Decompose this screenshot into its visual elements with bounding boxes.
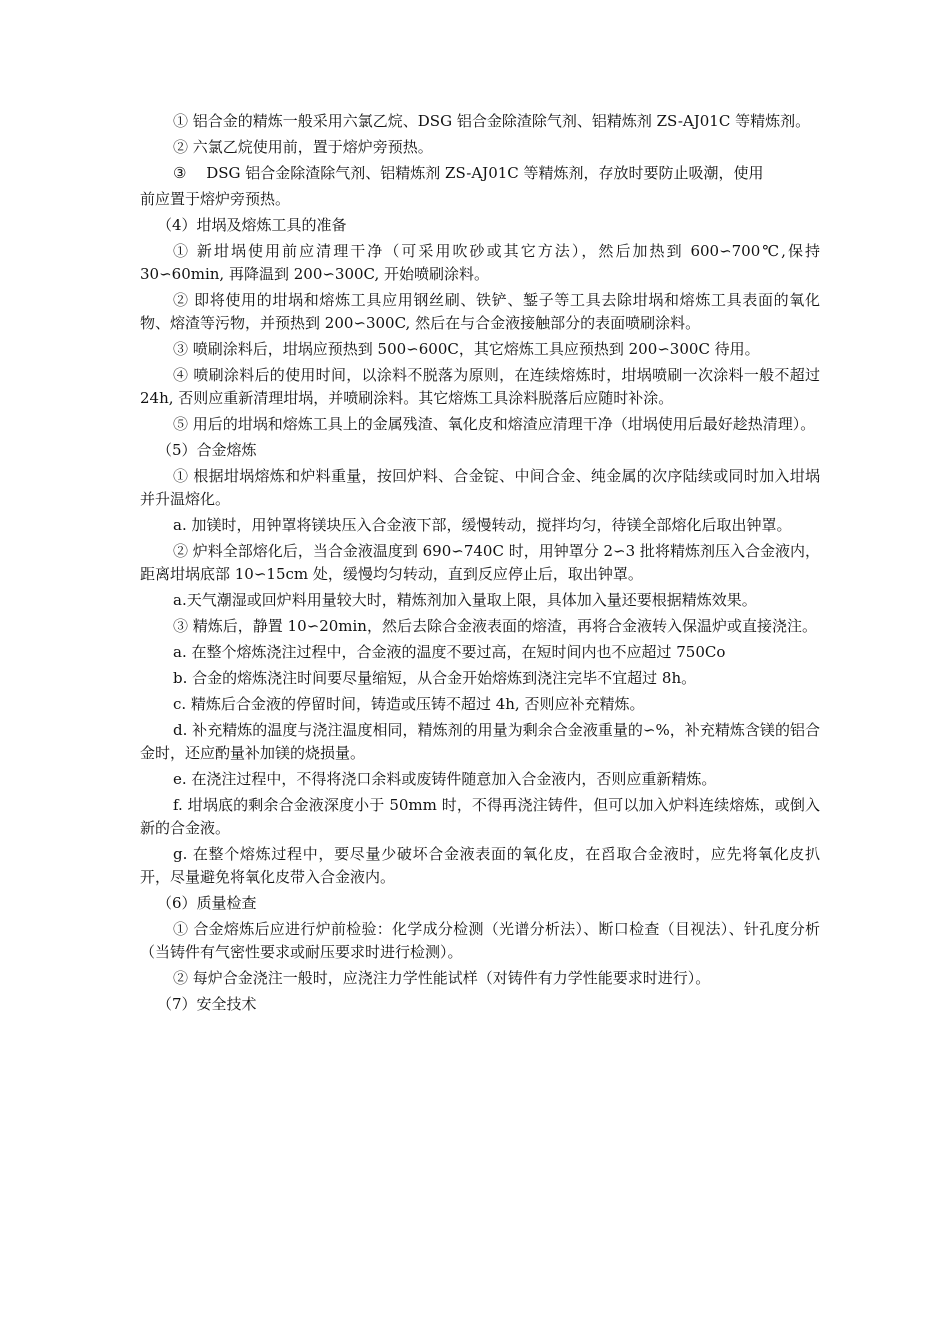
document-page bbox=[140, 110, 820, 1019]
section-6 bbox=[140, 892, 820, 990]
list-item: ② 即将使用的坩埚和熔炼工具应用钢丝刷、铁铲、錾子等工具去除坩埚和熔炼工具表面的氧化物、熔渣等污物，并预热到 200∽300C, 然后在与合金液接触部分的表面喷刷涂料。 bbox=[140, 291, 820, 332]
list-item: f. 坩埚底的剩余合金液深度小于 50mm 时，不得再浇注铸件，但可以加入炉料连续熔炼，或倒入新的合金液。 bbox=[140, 796, 820, 837]
list-item: ④ 喷刷涂料后的使用时间，以涂料不脱落为原则，在连续熔炼时，坩埚喷刷一次涂料一般不超过 24h, 否则应重新清理坩埚，并喷刷涂料。其它熔炼工具涂料脱落后应随时补涂。 bbox=[140, 366, 820, 407]
list-item: a. 在整个熔炼浇注过程中，合金液的温度不要过高，在短时间内也不应超过 750Co bbox=[173, 643, 726, 661]
section-7 bbox=[140, 993, 820, 1016]
list-item: ① 新坩埚使用前应清理干净（可采用吹砂或其它方法），然后加热到 600∽700℃,保持 30∽60min, 再降温到 200∽300C, 开始喷刷涂料。 bbox=[140, 242, 820, 283]
list-item: d. 补充精炼的温度与浇注温度相同，精炼剂的用量为剩余合金液重量的∽%，补充精炼含镁的铝合金时，还应酌量补加镁的烧损量。 bbox=[140, 721, 820, 762]
paragraph: ② 六氯乙烷使用前，置于熔炉旁预热。 bbox=[173, 138, 433, 156]
list-item: ③ 喷刷涂料后，坩埚应预热到 500∽600C，其它熔炼工具应预热到 200∽300C 待用。 bbox=[173, 340, 760, 358]
section-4 bbox=[140, 214, 820, 436]
intro-section bbox=[140, 110, 820, 211]
list-item: ① 根据坩埚熔炼和炉料重量，按回炉料、合金锭、中间合金、纯金属的次序陆续或同时加入坩埚并升温熔化。 bbox=[140, 467, 820, 508]
paragraph: ① 铝合金的精炼一般采用六氯乙烷、DSG 铝合金除渣除气剂、铝精炼剂 ZS-AJ01C 等精炼剂。 bbox=[173, 112, 811, 130]
section-heading: （7）安全技术 bbox=[157, 995, 257, 1013]
paragraph: ③ DSG 铝合金除渣除气剂、铝精炼剂 ZS-AJ01C 等精炼剂，存放时要防止吸潮，使用 bbox=[173, 164, 764, 182]
section-5 bbox=[140, 439, 820, 889]
list-item: c. 精炼后合金液的停留时间，铸造或压铸不超过 4h, 否则应补充精炼。 bbox=[173, 695, 645, 713]
list-item: ① 合金熔炼后应进行炉前检验：化学成分检测（光谱分析法）、断口检查（目视法）、针孔度分析（当铸件有气密性要求或耐压要求时进行检测）。 bbox=[140, 920, 820, 961]
list-item: e. 在浇注过程中，不得将浇口余料或废铸件随意加入合金液内，否则应重新精炼。 bbox=[173, 770, 717, 788]
section-heading: （4）坩埚及熔炼工具的准备 bbox=[157, 216, 347, 234]
section-heading: （5）合金熔炼 bbox=[157, 441, 257, 459]
list-item: ② 每炉合金浇注一般时，应浇注力学性能试样（对铸件有力学性能要求时进行）。 bbox=[173, 969, 711, 987]
list-item: a. 加镁时，用钟罩将镁块压入合金液下部，缓慢转动，搅拌均匀，待镁全部熔化后取出钟罩。 bbox=[173, 516, 792, 534]
list-item: ⑤ 用后的坩埚和熔炼工具上的金属残渣、氧化皮和熔渣应清理干净（坩埚使用后最好趁热清理）。 bbox=[173, 415, 816, 433]
list-item: g. 在整个熔炼过程中，要尽量少破坏合金液表面的氧化皮，在舀取合金液时，应先将氧化皮扒开，尽量避免将氧化皮带入合金液内。 bbox=[140, 845, 820, 886]
list-item: a.天气潮湿或回炉料用量较大时，精炼剂加入量取上限，具体加入量还要根据精炼效果。 bbox=[173, 591, 757, 609]
section-heading: （6）质量检查 bbox=[157, 894, 257, 912]
paragraph: 前应置于熔炉旁预热。 bbox=[140, 190, 291, 208]
list-item: ② 炉料全部熔化后，当合金液温度到 690∽740C 时，用钟罩分 2∽3 批将精炼剂压入合金液内，距离坩埚底部 10∽15cm 处，缓慢均匀转动，直到反应停止后，取出钟罩。 bbox=[140, 542, 820, 583]
list-item: ③ 精炼后，静置 10∽20min，然后去除合金液表面的熔渣，再将合金液转入保温炉或直接浇注。 bbox=[173, 617, 817, 635]
list-item: b. 合金的熔炼浇注时间要尽量缩短，从合金开始熔炼到浇注完毕不宜超过 8h。 bbox=[173, 669, 697, 687]
